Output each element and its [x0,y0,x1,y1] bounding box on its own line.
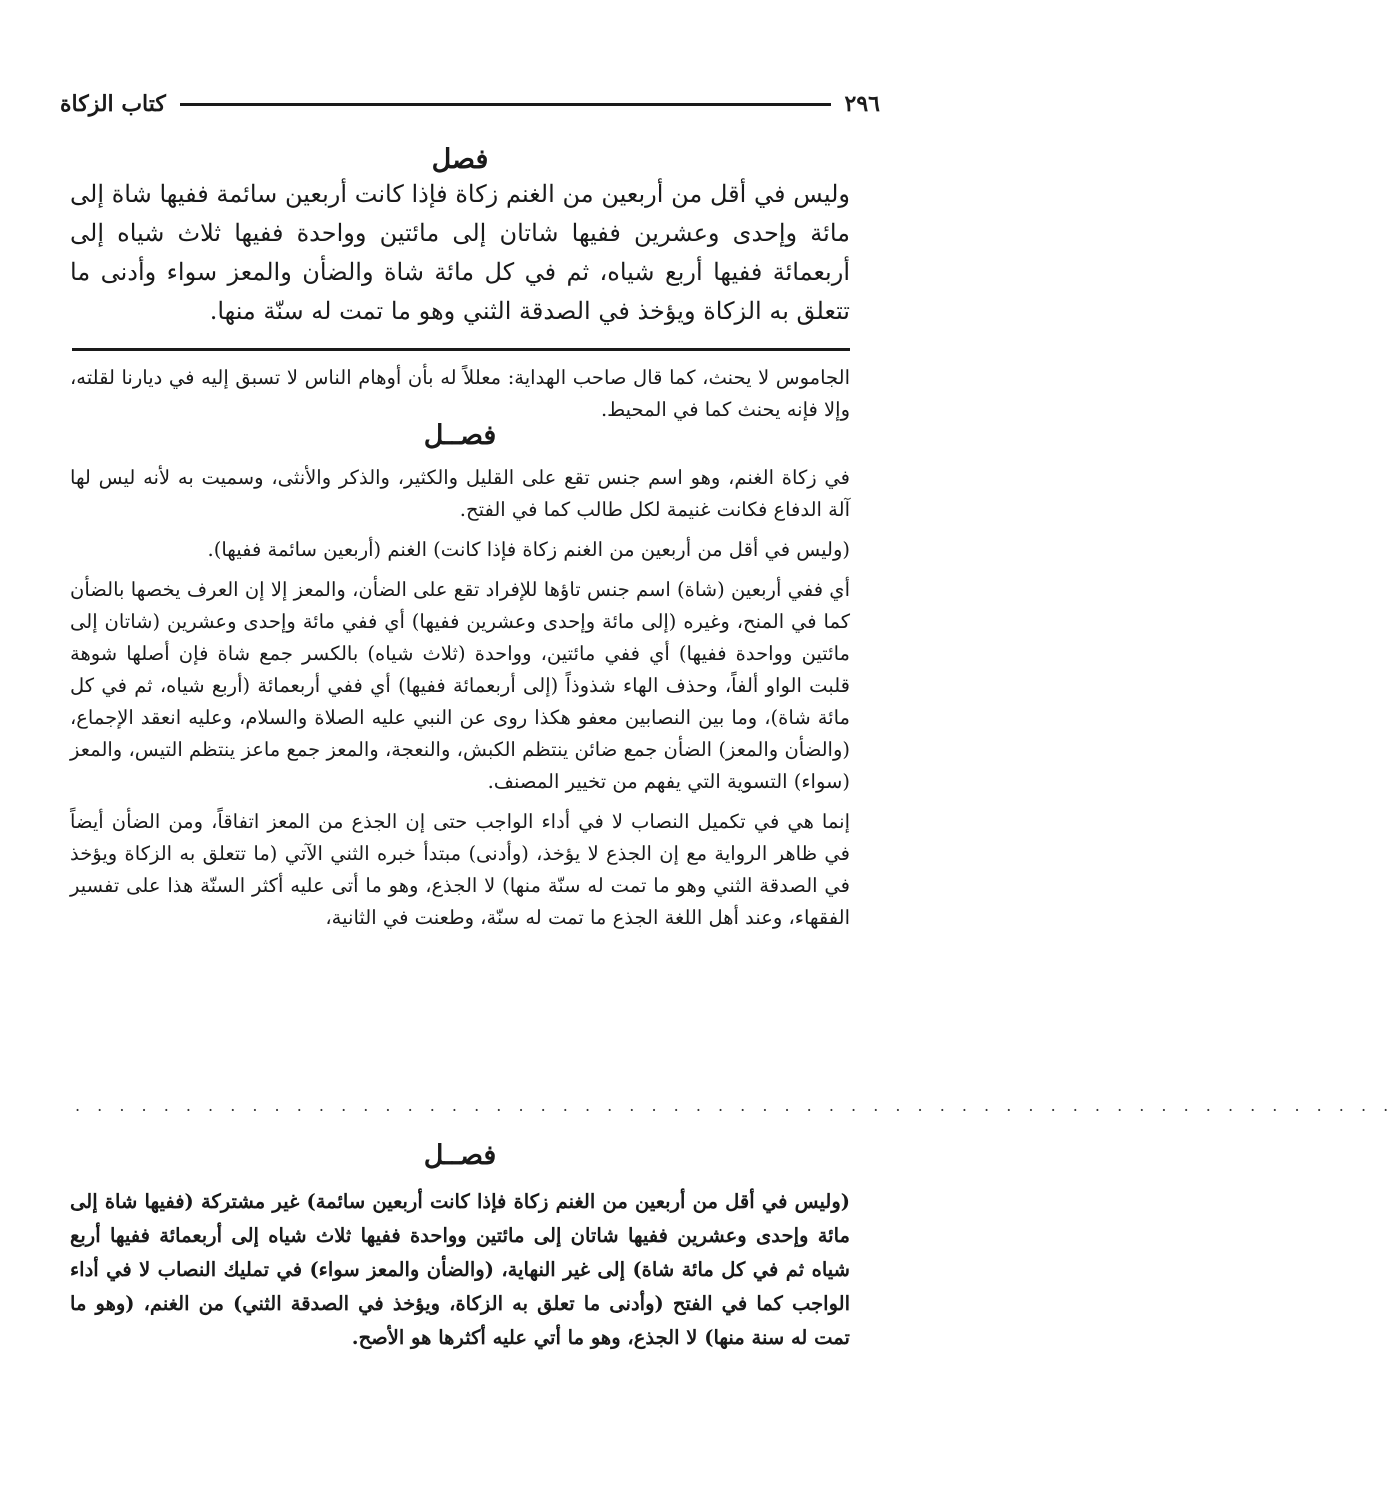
main-section-heading: فصل [431,144,489,175]
text-commentary-divider [72,348,850,351]
commentary-paragraph-3: أي ففي أربعين (شاة) اسم جنس تاؤها للإفراد تقع على الضأن، والمعز إلا إن العرف يخصها بالضأن كما في المنح، وغيره (إلى مائة وإحدى وعشرين ففيها) أي ففي مائة وإحدى وعشرين (شاتان إلى مائتين وواحدة ففيها) أي ففي مائتين، وواحدة (ثلاث شياه) بالكسر جمع شاة فإن أصلها شوهة قلبت الواو ألفاً، وحذف الهاء شذوذاً (إلى أربعمائة ففيها) أي ففي أربعمائة (أربع شياه، ثم في كل مائة شاة)، وما بين النصابين معفو هكذا روى عن النبي عليه الصلاة والسلام، وعليه انعقد الإجماع، (والضأن والمعز) الضأن جمع ضائن ينتظم الكبش، والنعجة، والمعز جمع ماعز ينتظم التيس، والمعز (سواء) التسوية التي يفهم من تخيير المصنف. [70,578,850,793]
dotted-separator: . . . . . . . . . . . . . . . . . . . . . . . . . . . . . . . . . . . . . . . . . . . . . . . . . . . . . . . . . . . . [75,1096,1394,1115]
second-commentary-text: (وليس في أقل من أربعين من الغنم زكاة فإذا كانت أربعين سائمة) غير مشتركة (ففيها شاة إلى مائة وإحدى وعشرين ففيها شاتان إلى مائتين وواحدة ففيها ثلاث شياه إلى أربعمائة ففيها أربع شياه ثم في كل مائة شاة) إلى غير النهاية، (والضأن والمعز سواء) في تمليك النصاب لا في أداء الواجب كما في الفتح (وأدنى ما تعلق به الزكاة، ويؤخذ في الصدقة الثني) من الغنم، (وهو ما تمت له سنة منها) لا الجذع، وهو ما أتي عليه أكثرها هو الأصح. [70,1190,850,1349]
commentary-paragraph-1: في زكاة الغنم، وهو اسم جنس تقع على القليل والكثير، والذكر والأنثى، وسميت به لأنه ليس لها آلة الدفاع فكانت غنيمة لكل طالب كما في الفتح. [70,466,850,521]
page-header [60,84,880,124]
commentary-section [70,362,850,934]
header-rule [180,103,831,106]
main-text-section [70,144,850,331]
second-commentary-section [70,1140,850,1355]
commentary-paragraph-4: إنما هي في تكميل النصاب لا في أداء الواجب حتى إن الجذع من المعز اتفاقاً، ومن الضأن أيضاً في ظاهر الرواية مع إن الجذع لا يؤخذ، (وأدنى) مبتدأ خبره الثني الآتي (ما تتعلق به الزكاة ويؤخذ في الصدقة الثني وهو ما تمت له سنّة منها) لا الجذع، وهو ما أتى عليه أكثر السنّة هذا على تفسير الفقهاء، وعند أهل اللغة الجذع ما تمت له سنّة، وطعنت في الثانية، [70,810,850,929]
commentary-section-heading: فصــل [423,420,497,451]
page-number: ٢٩٦ [844,91,880,117]
second-section-heading: فصــل [423,1140,497,1171]
commentary-paragraph-2: (وليس في أقل من أربعين من الغنم زكاة فإذا كانت) الغنم (أربعين سائمة ففيها). [207,538,850,561]
commentary-intro: الجاموس لا يحنث، كما قال صاحب الهداية: معللاً له بأن أوهام الناس لا تسبق إليه في ديارنا لقلته، وإلا فإنه يحنث كما في المحيط. [70,366,850,421]
book-title: كتاب الزكاة [60,91,166,117]
main-text: وليس في أقل من أربعين من الغنم زكاة فإذا كانت أربعين سائمة ففيها شاة إلى مائة وإحدى وعشرين ففيها شاتان إلى مائتين وواحدة ففيها ثلاث شياه إلى أربعمائة ففيها أربع شياه، ثم في كل مائة شاة والضأن والمعز سواء وأدنى ما تتعلق به الزكاة ويؤخذ في الصدقة الثني وهو ما تمت له سنّة منها. [70,180,850,325]
